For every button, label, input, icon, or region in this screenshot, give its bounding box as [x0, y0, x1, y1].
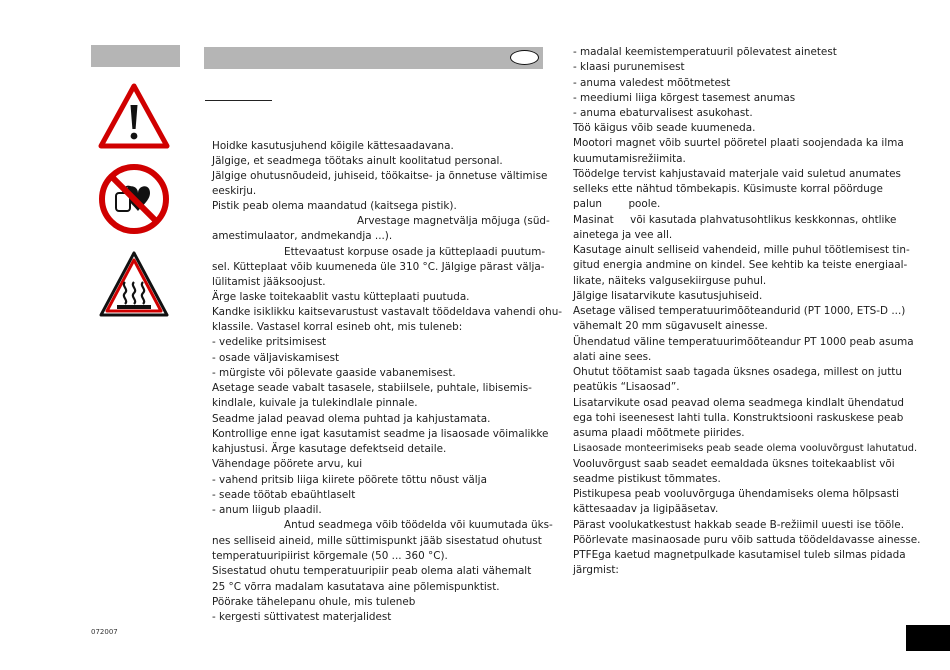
text-line: asuma plaadi mõõtmete piirides.: [573, 427, 745, 439]
text-line: Jälgige ohutusnõudeid, juhiseid, töökaitse- ja õnnetuse vältimise: [212, 170, 548, 182]
text-line: ainetega ja vee all.: [573, 229, 673, 241]
text-line: kättesaadav ja ligipääsetav.: [573, 503, 719, 515]
text-line: Pöörake tähelepanu ohule, mis tuleneb: [212, 596, 416, 608]
text-line: Mootori magnet võib suurtel pööretel plaati soojendada ka ilma: [573, 137, 904, 149]
text-line: Lisaosade monteerimiseks peab seade olema vooluvõrgust lahutatud.: [573, 443, 918, 454]
text-line: klassile. Vastasel korral esineb oht, mis tuleneb:: [212, 321, 463, 333]
text-line: lülitamist jääksoojust.: [212, 276, 326, 288]
text-line: kahjustusi. Ärge kasutage defektseid detaile.: [212, 443, 447, 455]
text-line: Töö käigus võib seade kuumeneda.: [573, 122, 756, 134]
text-line: sel. Kütteplaat võib kuumeneda üle 310 °C. Jälgige pärast välja-: [212, 261, 545, 273]
text-line: Vähendage pöörete arvu, kui: [212, 458, 363, 470]
text-line: eeskirju.: [212, 185, 257, 197]
heading-underline: [205, 100, 272, 101]
text-line: Ohutut töötamist saab tagada üksnes osadega, millest on juttu: [573, 366, 902, 378]
header-bar: [204, 47, 543, 69]
text-line: PTFEga kaetud magnetpulkade kasutamisel tuleb silmas pidada: [573, 549, 906, 561]
text-line: temperatuuripiirist kõrgemale (50 ... 360 °C).: [212, 550, 448, 562]
text-line: - anuma valedest mõõtmetest: [573, 77, 731, 89]
text-line: 25 °C võrra madalam kasutatava aine põlemispunktist.: [212, 581, 500, 593]
text-line: seadme pistikust tõmmates.: [573, 473, 721, 485]
text-line: - mürgiste või põlevate gaaside vabanemisest.: [212, 367, 456, 379]
text-line: ega tohi iseenesest lahti tulla. Konstruktsiooni raskuskese peab: [573, 412, 904, 424]
text-line: - klaasi purunemisest: [573, 61, 685, 73]
text-line: Asetage välised temperatuurimõõteandurid (PT 1000, ETS-D ...): [573, 305, 906, 317]
text-line: likate, näiteks valgusekiirguse puhul.: [573, 275, 767, 287]
text-line: Pärast voolukatkestust hakkab seade B-režiimil uuesti ise tööle.: [573, 519, 904, 531]
text-line: gitud energia andmine on kindel. See kehtib ka teiste energiaal-: [573, 259, 908, 271]
text-line: - anum liigub plaadil.: [212, 504, 322, 516]
text-line: Antud seadmega võib töödelda või kuumutada üks-: [284, 519, 553, 531]
text-line: alati aine sees.: [573, 351, 652, 363]
text-line: Kontrollige enne igat kasutamist seadme ja lisaosade võimalikke: [212, 428, 549, 440]
text-line: Jälgige lisatarvikute kasutusjuhiseid.: [573, 290, 763, 302]
text-line: - madalal keemistemperatuuril põlevatest ainetest: [573, 46, 837, 58]
text-line: Arvestage magnetvälja mõjuga (süd-: [357, 215, 550, 227]
text-line: Ärge laske toitekaablit vastu kütteplaati puutuda.: [212, 291, 470, 303]
text-line: - seade töötab ebaühtlaselt: [212, 489, 356, 501]
text-line: Töödelge tervist kahjustavaid materjale vaid suletud anumates: [573, 168, 901, 180]
text-line: Ettevaatust korpuse osade ja kütteplaadi puutum-: [284, 246, 546, 258]
warning-triangle-icon: [98, 83, 170, 149]
text-line: Sisestatud ohutu temperatuuripiir peab olema alati vähemalt: [212, 565, 532, 577]
text-line: palun poole.: [573, 198, 661, 210]
text-line: Masinat või kasutada plahvatusohtlikus keskkonnas, ohtlike: [573, 214, 897, 226]
text-line: - kergesti süttivatest materjalidest: [212, 611, 392, 623]
text-line: Asetage seade vabalt tasasele, stabiilsele, puhtale, libisemis-: [212, 382, 532, 394]
text-line: - vahend pritsib liiga kiirete pöörete tõttu nõust välja: [212, 474, 487, 486]
header-oval: [510, 50, 539, 65]
text-line: kuumutamisrežiimita.: [573, 153, 686, 165]
text-line: Kandke isiklikku kaitsevarustust vastavalt töödeldava vahendi ohu-: [212, 306, 563, 318]
text-line: Vooluvõrgust saab seadet eemaldada üksnes toitekaablist või: [573, 458, 895, 470]
text-line: Hoidke kasutusjuhend kõigile kättesaadavana.: [212, 140, 454, 152]
text-line: Ühendatud väline temperatuurimõõteandur PT 1000 peab asuma: [573, 336, 914, 348]
text-line: nes selliseid aineid, mille süttimispunkt jääb sisestatud ohutust: [212, 535, 542, 547]
text-line: Pöörlevate masinaosade puru võib sattuda töödeldavasse ainesse.: [573, 534, 921, 546]
text-line: Lisatarvikute osad peavad olema seadmega kindlalt ühendatud: [573, 397, 905, 409]
document-code: 072007: [91, 628, 118, 636]
text-line: kindlale, kuivale ja tulekindlale pinnale.: [212, 397, 418, 409]
text-line: Jälgige, et seadmega töötaks ainult koolitatud personal.: [212, 155, 503, 167]
text-line: - anuma ebaturvalisest asukohast.: [573, 107, 753, 119]
text-line: - meediumi liiga kõrgest tasemest anumas: [573, 92, 796, 104]
text-line: amestimulaator, andmekandja ...).: [212, 230, 393, 242]
page-edge-tab: [906, 625, 950, 651]
text-line: Kasutage ainult selliseid vahendeid, mille puhul töötlemisest tin-: [573, 244, 910, 256]
text-line: - osade väljaviskamisest: [212, 352, 340, 364]
section-tab: [91, 45, 180, 67]
text-line: järgmist:: [573, 564, 619, 576]
no-pacemaker-icon: [98, 163, 170, 235]
text-line: Pistik peab olema maandatud (kaitsega pistik).: [212, 200, 457, 212]
text-line: peatükis “Lisaosad”.: [573, 381, 680, 393]
text-line: vähemalt 20 mm sügavuselt ainesse.: [573, 320, 768, 332]
text-line: Seadme jalad peavad olema puhtad ja kahjustamata.: [212, 413, 491, 425]
text-line: - vedelike pritsimisest: [212, 336, 327, 348]
text-line: Pistikupesa peab vooluvõrguga ühendamiseks olema hõlpsasti: [573, 488, 899, 500]
hot-surface-icon: [98, 250, 170, 318]
text-line: selleks ette nähtud tõmbekapis. Küsimuste korral pöörduge: [573, 183, 883, 195]
